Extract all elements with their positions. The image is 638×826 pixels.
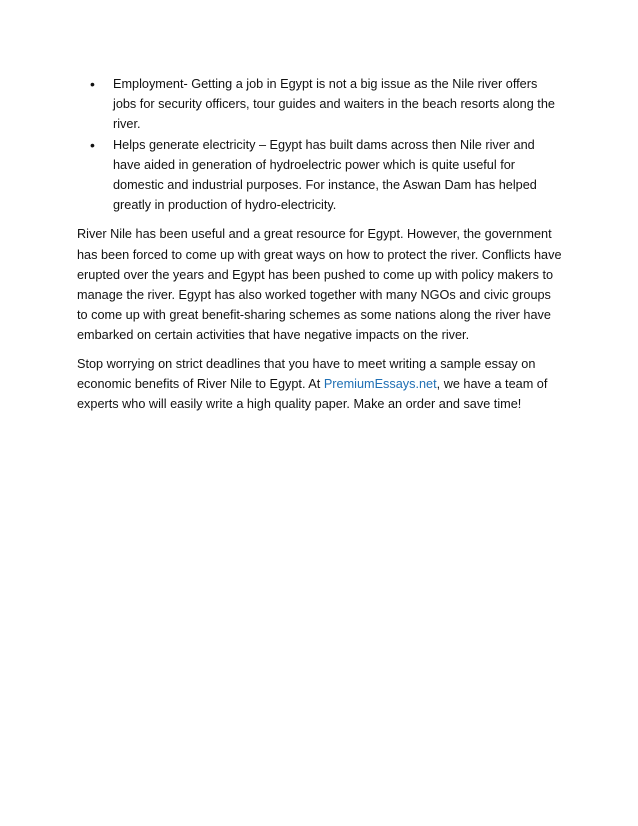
document-page [77, 74, 563, 414]
bullet-item-electricity [77, 135, 563, 216]
bullet-item-employment [77, 74, 563, 135]
premiumessays-link[interactable]: PremiumEssays.net [323, 376, 437, 391]
bullet-text-employment: Employment- Getting a job in Egypt is not a big issue as the Nile river offers jobs for security officers, tour guides and waiters in the beach resorts along the river. [113, 77, 555, 132]
paragraph-conclusion: River Nile has been useful and a great resource for Egypt. However, the government has been forced to come up with great ways on how to protect the river. Conflicts have erupted over the years and Egypt has been pushed to come up with policy makers to manage the river. Egypt has also worked together with many NGOs and civic groups to come up with great benefit-sharing schemes as some nations along the river have embarked on certain activities that have negative impacts on the river. [77, 227, 562, 343]
paragraph-call-to-action [77, 354, 563, 415]
bullet-text-electricity: Helps generate electricity – Egypt has built dams across then Nile river and have aided in generation of hydroelectric power which is quite useful for domestic and industrial purposes. For instance, the Aswan Dam has helped greatly in production of hydro-electricity. [113, 137, 537, 213]
cta-text-before-link: Stop worrying on strict deadlines that you have to meet writing a sample essay on economic benefits of River Nile to Egypt. At [77, 356, 536, 391]
cta-text-after-link: , we have a team of experts who will easily write a high quality paper. Make an order and save time! [77, 376, 548, 412]
bullet-dot-icon: • [90, 76, 95, 92]
benefits-bullet-list [77, 74, 563, 215]
bullet-dot-icon: • [90, 136, 95, 153]
